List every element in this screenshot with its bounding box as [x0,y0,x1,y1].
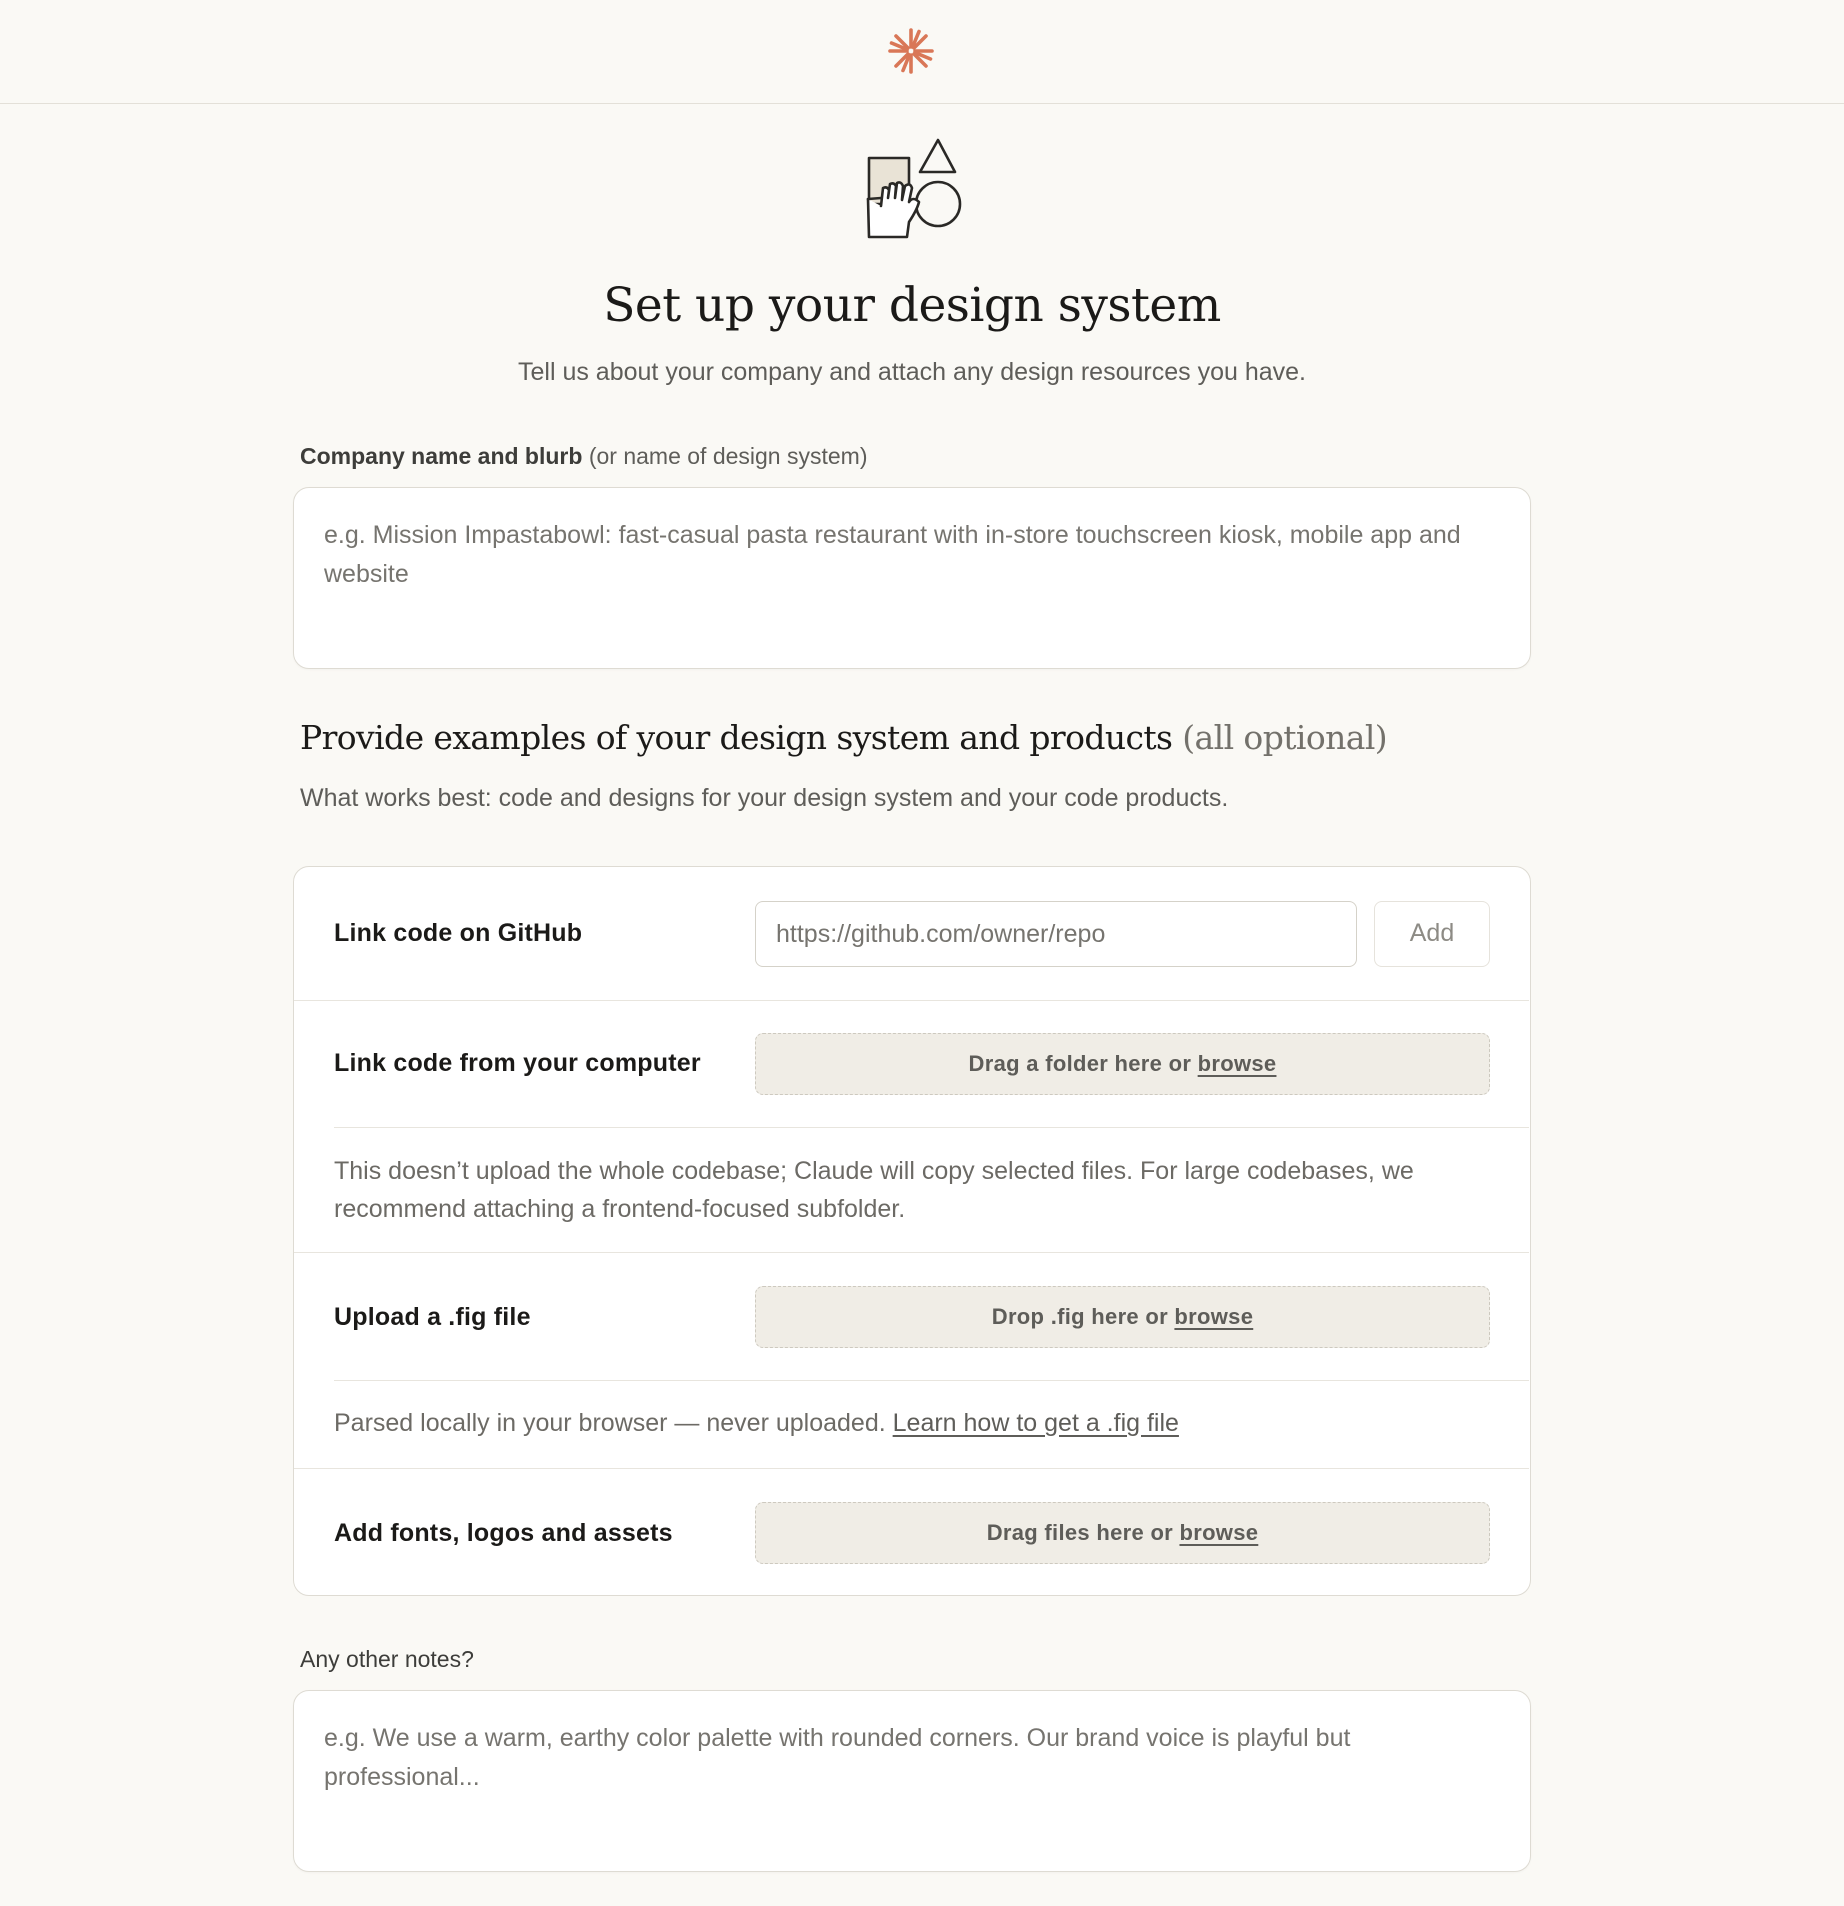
fig-help-text-body: Parsed locally in your browser — never uploaded. [334,1409,886,1437]
computer-help-text: This doesn’t upload the whole codebase; Claude will copy selected files. For large codebases, we recommend attaching a frontend-focused subfolder. [334,1157,1414,1223]
learn-fig-link[interactable]: Learn how to get a .fig file [892,1409,1179,1437]
company-field-label [300,443,868,470]
resources-card [293,866,1531,1596]
divider [334,1380,1529,1381]
fig-dropzone[interactable] [755,1286,1490,1348]
folder-browse-link[interactable]: browse [1197,1051,1277,1076]
github-row-label: Link code on GitHub [334,919,583,947]
assets-dropzone[interactable] [755,1502,1490,1564]
notes-field-box [293,1690,1531,1872]
fig-row-label: Upload a .fig file [334,1303,531,1331]
divider [294,1468,1529,1469]
examples-section-title [300,718,1387,757]
divider [334,1127,1529,1128]
examples-section-title-text: Provide examples of your design system and products [300,718,1173,757]
assets-row-label: Add fonts, logos and assets [334,1519,673,1547]
folder-dropzone[interactable] [755,1033,1490,1095]
company-field-box [293,487,1531,669]
computer-row-label[interactable]: Link code from your computer [334,1049,701,1077]
company-blurb-input[interactable] [324,516,1504,646]
company-field-label-text: Company name and blurb [300,443,583,469]
divider [294,1252,1529,1253]
examples-section-subtitle: What works best: code and designs for your design system and your code products. [300,784,1229,812]
assets-browse-link[interactable]: browse [1179,1520,1259,1545]
notes-field-label-text: Any other notes? [300,1646,474,1672]
page-title: Set up your design system [603,278,1221,333]
examples-section-title-hint: (all optional) [1182,718,1388,757]
fig-dropzone-text: Drop .fig here or [991,1304,1168,1329]
fig-browse-link[interactable]: browse [1174,1304,1254,1329]
folder-dropzone-text: Drag a folder here or [968,1051,1192,1076]
github-url-input[interactable] [755,901,1357,967]
hand-shapes-icon [857,136,967,242]
company-field-label-hint: (or name of design system) [588,443,868,469]
assets-dropzone-text: Drag files here or [986,1520,1174,1545]
top-bar [0,0,1844,104]
add-github-button[interactable]: Add [1374,901,1490,967]
claude-asterisk-icon[interactable] [886,26,936,76]
page-subtitle: Tell us about your company and attach any design resources you have. [518,358,1306,386]
divider [294,1000,1529,1001]
notes-field-label [300,1646,474,1673]
notes-input[interactable] [324,1719,1504,1849]
fig-help-text [334,1404,1494,1442]
